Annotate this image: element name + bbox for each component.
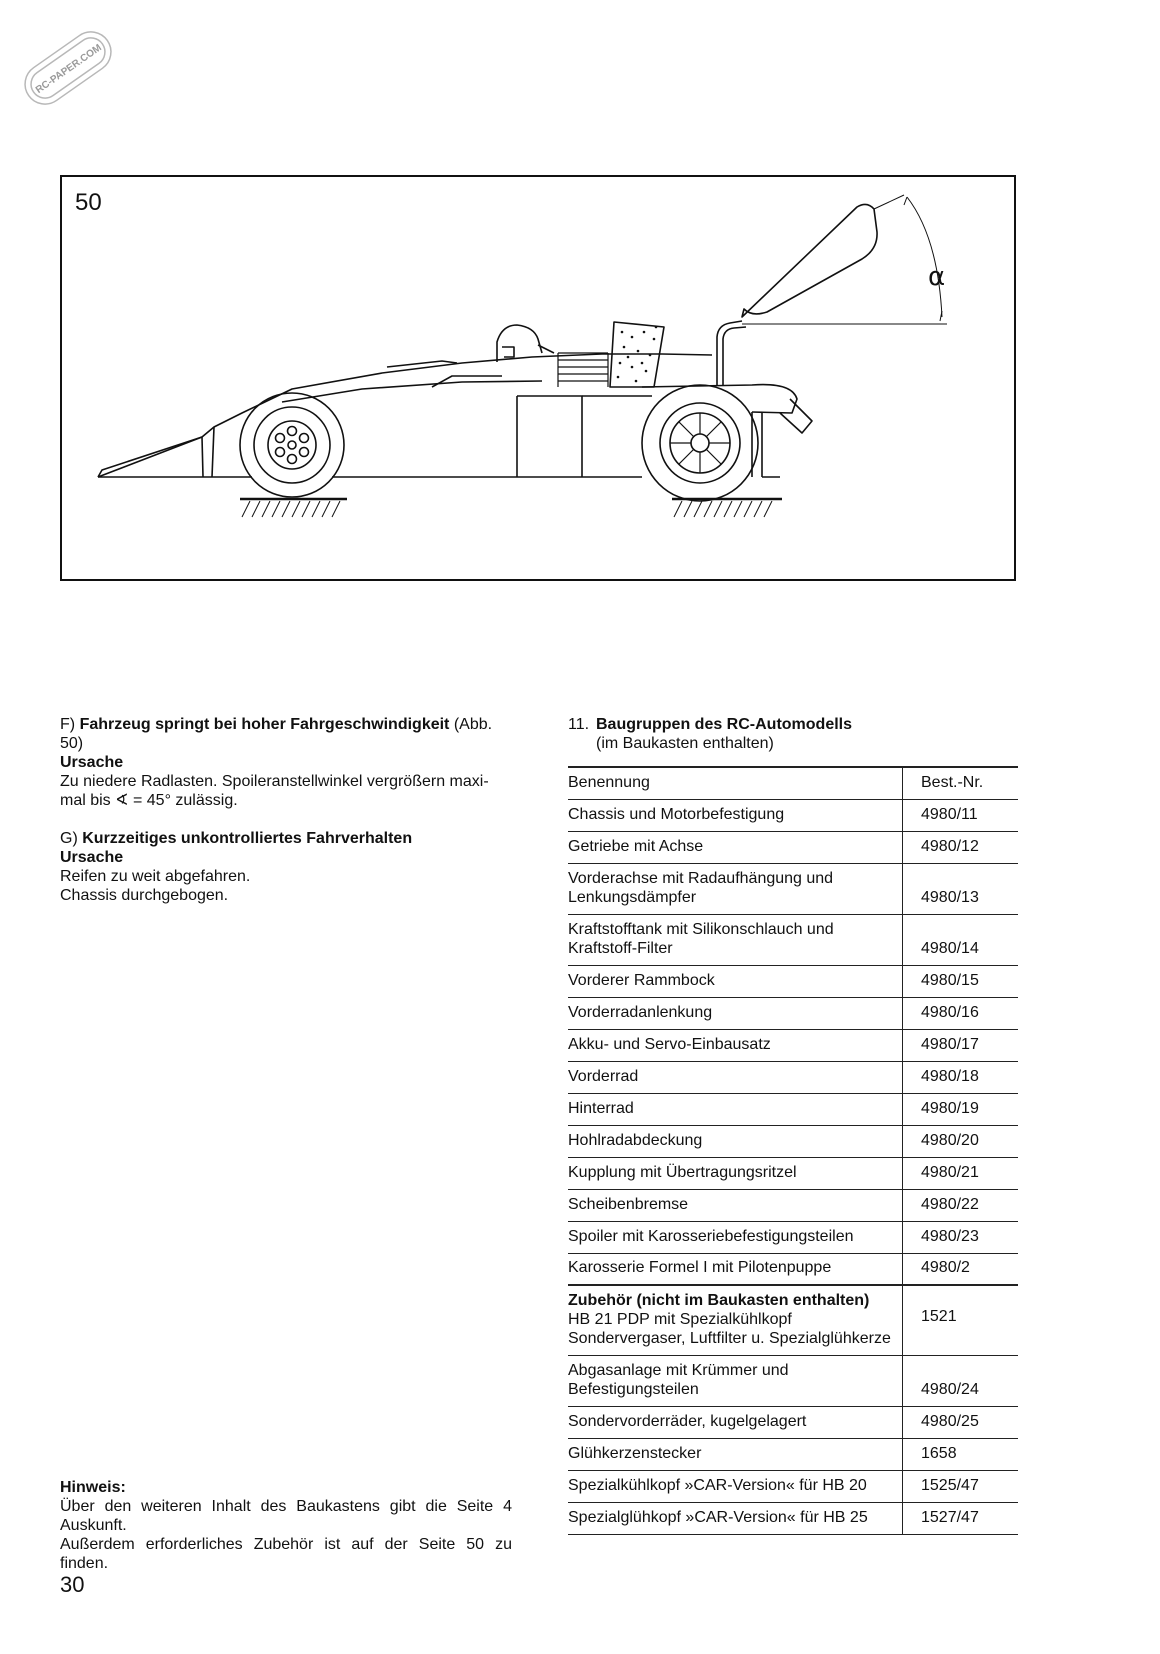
part-name-line: Kraftstofftank mit Silikonschlauch und xyxy=(568,920,834,938)
section-f-ref: (Abb. 50) xyxy=(60,716,493,752)
table-row xyxy=(568,1157,1018,1189)
part-name xyxy=(568,1406,903,1438)
part-number: 1658 xyxy=(903,1438,1019,1470)
part-number: 1525/47 xyxy=(903,1470,1019,1502)
table-row xyxy=(568,1029,1018,1061)
part-name xyxy=(568,1438,903,1470)
note-line-4: finden. xyxy=(60,1555,109,1572)
part-name xyxy=(568,1253,903,1285)
part-name-line: Vorderachse mit Radaufhängung und xyxy=(568,869,834,887)
table-row xyxy=(568,1221,1018,1253)
table-row xyxy=(568,1125,1018,1157)
section-f-line-1: Zu niedere Radlasten. Spoileranstellwinkel vergrößern maxi- xyxy=(60,773,489,790)
part-number: 4980/16 xyxy=(903,997,1019,1029)
part-name-line: Spoiler mit Karosseriebefestigungsteilen xyxy=(568,1227,854,1245)
section-g-prefix: G) xyxy=(60,830,78,847)
table-row xyxy=(568,1061,1018,1093)
section-g-cause-label: Ursache xyxy=(60,849,124,866)
part-name-line: Sondervergaser, Luftfilter u. Spezialglühkerze xyxy=(568,1329,891,1347)
figure-50 xyxy=(60,175,1016,581)
table-row xyxy=(568,799,1018,831)
parts-section-subtitle: (im Baukasten enthalten) xyxy=(596,735,774,752)
table-row xyxy=(568,1406,1018,1438)
part-name xyxy=(568,799,903,831)
part-number: 4980/23 xyxy=(903,1221,1019,1253)
part-name xyxy=(568,997,903,1029)
parts-table xyxy=(568,766,1018,1535)
table-row xyxy=(568,997,1018,1029)
page-number: 30 xyxy=(60,1572,85,1597)
part-name-line: Hinterrad xyxy=(568,1099,634,1117)
part-number: 4980/20 xyxy=(903,1125,1019,1157)
part-name-line: Lenkungsdämpfer xyxy=(568,888,697,906)
table-row xyxy=(568,1355,1018,1406)
part-name xyxy=(568,1189,903,1221)
part-name xyxy=(568,914,903,965)
part-name xyxy=(568,1093,903,1125)
part-name xyxy=(568,1502,903,1534)
part-name-line: Kupplung mit Übertragungsritzel xyxy=(568,1163,797,1181)
header-name: Benennung xyxy=(568,767,903,799)
part-name-line: Glühkerzenstecker xyxy=(568,1444,702,1462)
rc-paper-watermark-logo xyxy=(14,14,122,122)
accessories-heading: Zubehör (nicht im Baukasten enthalten) xyxy=(568,1291,870,1309)
part-name-line: Spezialkühlkopf »CAR-Version« für HB 20 xyxy=(568,1476,867,1494)
part-name xyxy=(568,1221,903,1253)
part-name xyxy=(568,1355,903,1406)
note-block xyxy=(60,1478,512,1573)
part-number: 4980/22 xyxy=(903,1189,1019,1221)
watermark-text: RC-PAPER.COM xyxy=(33,42,104,96)
part-number: 4980/17 xyxy=(903,1029,1019,1061)
table-row xyxy=(568,1093,1018,1125)
parts-section-title xyxy=(568,715,1018,734)
table-row xyxy=(568,1189,1018,1221)
part-name-line: Akku- und Servo-Einbausatz xyxy=(568,1035,771,1053)
part-name xyxy=(568,1157,903,1189)
part-number: 4980/25 xyxy=(903,1406,1019,1438)
part-name xyxy=(568,1029,903,1061)
part-number: 4980/15 xyxy=(903,965,1019,997)
part-name-line: Spezialglühkopf »CAR-Version« für HB 25 xyxy=(568,1508,868,1526)
header-number: Best.-Nr. xyxy=(903,767,1019,799)
section-f-cause-label: Ursache xyxy=(60,754,124,771)
table-row xyxy=(568,863,1018,914)
part-name-line: Vorderer Rammbock xyxy=(568,971,715,989)
table-header-row xyxy=(568,767,1018,799)
section-g-line-2: Chassis durchgebogen. xyxy=(60,887,229,904)
part-number: 1527/47 xyxy=(903,1502,1019,1534)
part-number: 4980/14 xyxy=(903,914,1019,965)
part-number: 4980/19 xyxy=(903,1093,1019,1125)
part-name-line: Vorderradanlenkung xyxy=(568,1003,713,1021)
section-f-prefix: F) xyxy=(60,716,76,733)
troubleshooting-text xyxy=(60,715,515,905)
part-name-line: Vorderrad xyxy=(568,1067,639,1085)
parts-section-header xyxy=(568,715,1018,753)
part-number: 4980/11 xyxy=(903,799,1019,831)
part-name-line: Chassis und Motorbefestigung xyxy=(568,805,785,823)
part-name-line: Kraftstoff-Filter xyxy=(568,939,673,957)
part-number: 4980/24 xyxy=(903,1355,1019,1406)
part-number: 4980/18 xyxy=(903,1061,1019,1093)
part-name xyxy=(568,1285,903,1355)
table-row xyxy=(568,1285,1018,1355)
note-line-2: Auskunft. xyxy=(60,1517,127,1534)
part-name-line: Getriebe mit Achse xyxy=(568,837,704,855)
part-name xyxy=(568,1125,903,1157)
part-name xyxy=(568,965,903,997)
table-row xyxy=(568,831,1018,863)
part-number: 1521 xyxy=(903,1285,1019,1355)
table-row xyxy=(568,1470,1018,1502)
part-name xyxy=(568,1061,903,1093)
parts-section-title-text: Baugruppen des RC-Automodells xyxy=(596,716,853,733)
part-number: 4980/13 xyxy=(903,863,1019,914)
table-row xyxy=(568,1502,1018,1534)
section-f-heading xyxy=(60,715,515,753)
note-line-1: Über den weiteren Inhalt des Baukastens gibt die Seite 4 xyxy=(60,1498,512,1515)
part-name-line: Hohlradabdeckung xyxy=(568,1131,703,1149)
table-row xyxy=(568,1253,1018,1285)
part-name-line: HB 21 PDP mit Spezialkühlkopf xyxy=(568,1310,792,1328)
part-name xyxy=(568,831,903,863)
note-line-3: Außerdem erforderliches Zubehör ist auf der Seite 50 zu xyxy=(60,1536,512,1553)
part-name-line: Sondervorderräder, kugelgelagert xyxy=(568,1412,807,1430)
figure-number: 50 xyxy=(75,189,102,216)
section-f-title: Fahrzeug springt bei hoher Fahrgeschwindigkeit xyxy=(79,716,450,733)
table-row xyxy=(568,965,1018,997)
note-label: Hinweis: xyxy=(60,1479,126,1496)
part-number: 4980/21 xyxy=(903,1157,1019,1189)
part-number: 4980/12 xyxy=(903,831,1019,863)
section-g-heading xyxy=(60,829,515,848)
part-name-line: Scheibenbremse xyxy=(568,1195,689,1213)
section-g-title: Kurzzeitiges unkontrolliertes Fahrverhalten xyxy=(82,830,413,847)
table-row xyxy=(568,914,1018,965)
parts-section-number: 11. xyxy=(568,716,590,733)
part-name xyxy=(568,1470,903,1502)
table-row xyxy=(568,1438,1018,1470)
part-name-line: Karosserie Formel I mit Pilotenpuppe xyxy=(568,1259,832,1276)
race-car-drawing xyxy=(62,177,1016,581)
part-name xyxy=(568,863,903,914)
section-g-line-1: Reifen zu weit abgefahren. xyxy=(60,868,251,885)
part-name-line: Befestigungsteilen xyxy=(568,1380,699,1398)
part-number: 4980/2 xyxy=(903,1253,1019,1285)
section-f-line-2: mal bis ∢ = 45° zulässig. xyxy=(60,792,238,809)
angle-alpha-label: α xyxy=(928,262,946,292)
part-name-line: Abgasanlage mit Krümmer und xyxy=(568,1361,789,1379)
